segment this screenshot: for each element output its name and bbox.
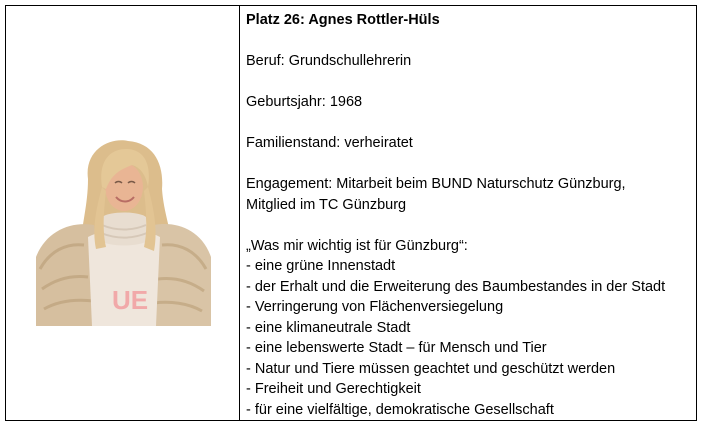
birth-year-line: Geburtsjahr: 1968 <box>246 94 363 110</box>
priority-item: - der Erhalt und die Erweiterung des Baumbestandes in der Stadt <box>246 278 666 295</box>
candidate-photo <box>36 139 211 326</box>
priority-item: - eine lebenswerte Stadt – für Mensch und Tier <box>246 340 547 356</box>
spacer <box>246 215 690 236</box>
candidate-heading: Platz 26: Agnes Rottler-Hüls <box>246 12 440 28</box>
priorities-list <box>246 256 690 420</box>
spacer <box>246 31 690 52</box>
photo-cell <box>6 6 240 421</box>
spacer <box>246 154 690 175</box>
priority-item: - eine klimaneutrale Stadt <box>246 319 411 336</box>
engagement-line: Engagement: Mitarbeit beim BUND Naturschutz Günzburg, <box>246 176 626 192</box>
svg-text:UE: UE <box>112 285 149 315</box>
profile-text-cell <box>240 6 697 421</box>
priority-item: - für eine vielfältige, demokratische Gesellschaft <box>246 401 554 418</box>
marital-status-line: Familienstand: verheiratet <box>246 135 413 151</box>
spacer <box>246 113 690 134</box>
priority-item: - Natur und Tiere müssen geachtet und geschützt werden <box>246 360 616 377</box>
candidate-profile-table <box>5 5 697 421</box>
priority-item: - Freiheit und Gerechtigkeit <box>246 381 421 397</box>
spacer <box>246 72 690 93</box>
priorities-heading: „Was mir wichtig ist für Günzburg“: <box>246 237 468 254</box>
priority-item: - eine grüne Innenstadt <box>246 258 396 274</box>
engagement-line: Mitglied im TC Günzburg <box>246 196 407 213</box>
portrait-image <box>36 139 211 326</box>
priority-item: - Verringerung von Flächenversiegelung <box>246 299 504 315</box>
occupation-line: Beruf: Grundschullehrerin <box>246 53 412 69</box>
